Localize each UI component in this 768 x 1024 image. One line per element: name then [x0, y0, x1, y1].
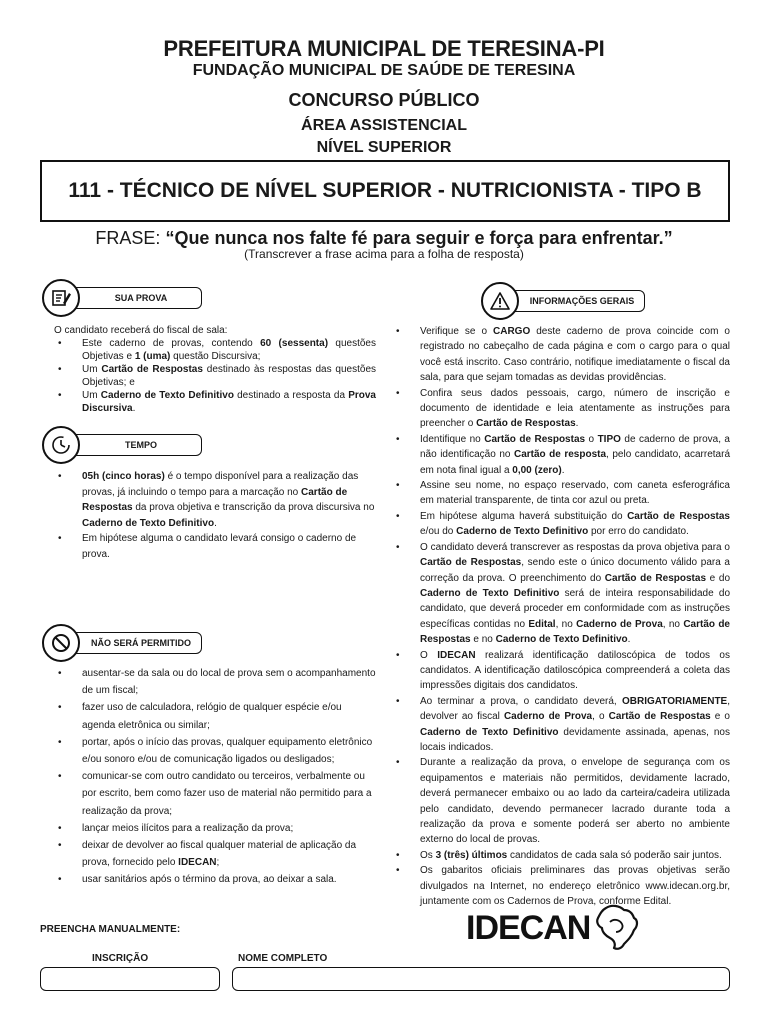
warning-icon: [481, 282, 519, 320]
list-item: [56, 768, 376, 820]
text: destinado às respostas das questões Objetivas; e: [82, 364, 376, 388]
section-label-nao-permitido: NÃO SERÁ PERMITIDO: [66, 632, 202, 654]
text: Identifique no: [420, 433, 485, 445]
text: deixar de devolver ao fiscal qualquer material de aplicação da prova, fornecido pelo: [82, 840, 357, 869]
text: Os gabaritos oficiais preliminares das provas objetivas serão divulgados na Internet, no endereço eletrônico www.idecan.org.br, juntamente com os Cadernos de Prova, conforme Edital.: [420, 865, 730, 908]
text: e/ou do: [420, 526, 457, 538]
exam-title: 111 - TÉCNICO DE NÍVEL SUPERIOR - NUTRICIONISTA - TIPO B: [68, 179, 702, 202]
bold-text: Cartão de Respostas: [82, 486, 348, 513]
text: Verifique se o: [420, 326, 493, 337]
frase-quote: “Que nunca nos falte fé para seguir e força para enfrentar.”: [165, 228, 673, 248]
text: Assine seu nome, no espaço reservado, com caneta esferográfica em material transparente, de tinta cor azul ou preta.: [420, 480, 730, 507]
text: fazer uso de calculadora, relógio de qualquer espécie e/ou agenda eletrônica ou similar;: [82, 702, 342, 731]
pencil-note-icon: [42, 279, 80, 317]
bold-text: Cartão de Respostas: [604, 572, 707, 584]
header-nivel: NÍVEL SUPERIOR: [316, 139, 452, 156]
list-item: [56, 837, 376, 871]
sua-prova-intro: O candidato receberá do fiscal de sala:: [54, 325, 228, 336]
text: da prova objetiva e transcrição da prova discursiva no: [132, 502, 375, 513]
bold-text: Cartão de Respostas: [420, 557, 522, 569]
frase: [0, 228, 768, 249]
brazil-map-icon: [592, 902, 640, 954]
text: , sendo este o único documento válido para a correção da prova. O preenchimento do: [420, 557, 730, 584]
list-item: [56, 469, 376, 531]
section-tag-tempo: [42, 430, 202, 460]
sua-prova-list: [56, 337, 376, 415]
text: .: [132, 403, 136, 414]
bold-text: Caderno de Prova: [503, 711, 593, 723]
text: Um: [82, 390, 101, 401]
list-item: [394, 540, 730, 648]
nome-completo-label: NOME COMPLETO: [238, 953, 328, 964]
text: comunicar-se com outro candidato ou terceiros, verbalmente ou por escrito, bem como fazer uso de material não permitido para a realização da prova;: [82, 771, 372, 817]
text: realizará identificação datiloscópica de todos os candidatos. A identificação datiloscópica compreenderá a coleta das impressões digitais dos candidatos.: [420, 649, 730, 692]
text: , pelo candidato, acarretará em nota final igual a: [420, 449, 731, 476]
frase-note: (Transcrever a frase acima para a folha de resposta): [244, 247, 524, 261]
nao-permitido-list: [56, 665, 376, 889]
list-item: [56, 871, 376, 888]
section-label-informacoes: INFORMAÇÕES GERAIS: [505, 290, 645, 312]
bold-text: Cartão de resposta: [513, 449, 607, 461]
bold-text: Cartão de Respostas: [101, 364, 203, 375]
bold-text: Cartão de Respostas: [627, 510, 730, 522]
bold-text: Cartão de Respostas: [608, 711, 711, 723]
text: .: [575, 418, 579, 430]
fill-manually-label: PREENCHA MANUALMENTE:: [40, 924, 181, 935]
bold-text: 0,00 (zero): [512, 464, 562, 476]
informacoes-list: [394, 324, 730, 909]
text: .: [214, 517, 217, 529]
text: e do: [706, 572, 731, 584]
list-item: [56, 363, 376, 389]
section-tag-sua-prova: [42, 283, 202, 313]
text: questões Objetivas e: [82, 338, 376, 362]
text: Ao terminar a prova, o candidato deverá,: [420, 695, 623, 707]
section-tempo: [56, 469, 376, 562]
section-informacoes: [394, 324, 730, 909]
list-item: [394, 648, 730, 694]
list-item: [394, 755, 730, 847]
list-item: [56, 820, 376, 837]
text: e no: [470, 634, 496, 646]
header-concurso: CONCURSO PÚBLICO: [288, 90, 480, 110]
list-item: [56, 734, 376, 768]
text: Confira seus dados pessoais, cargo, número de inscrição e documento de identidade e leia atentamente as instruções para preencher o: [420, 387, 730, 430]
list-item: [394, 324, 730, 386]
bold-text: OBRIGATORIAMENTE: [622, 695, 728, 707]
bold-text: Caderno de Texto Definitivo: [420, 726, 559, 738]
text: ausentar-se da sala ou do local de prova sem o acompanhamento de um fiscal;: [82, 668, 376, 697]
text: , no: [662, 618, 684, 630]
clock-icon: [42, 426, 80, 464]
text: candidatos de cada sala só poderão sair juntos.: [507, 849, 722, 861]
bold-text: 3 (três) últimos: [435, 849, 508, 861]
header-area: ÁREA ASSISTENCIAL: [301, 117, 467, 134]
list-item: [56, 337, 376, 363]
text: Este caderno de provas, contendo: [82, 338, 261, 349]
section-label-sua-prova: SUA PROVA: [66, 287, 202, 309]
bold-text: CARGO: [493, 326, 531, 337]
bold-text: IDECAN: [178, 857, 217, 869]
list-item: [394, 848, 730, 863]
bold-text: Caderno de Texto Definitivo: [495, 634, 628, 646]
text: Os: [420, 849, 436, 861]
header-prefeitura: PREFEITURA MUNICIPAL DE TERESINA-PI: [163, 36, 605, 61]
list-item: [394, 432, 730, 478]
text: ;: [216, 857, 220, 869]
list-item: [56, 531, 376, 562]
bold-text: Caderno de Texto Definitivo: [82, 517, 215, 529]
prohibited-icon: [42, 624, 80, 662]
list-item: [394, 694, 730, 756]
list-item: [394, 478, 730, 509]
bold-text: Edital: [528, 618, 556, 630]
text: lançar meios ilícitos para a realização da prova;: [82, 822, 294, 834]
frase-label: FRASE:: [95, 228, 161, 248]
text: é o tempo disponível para a realização das provas, já incluindo o tempo para a marcação no: [82, 471, 359, 498]
section-sua-prova: [56, 324, 376, 415]
text: .: [561, 464, 565, 476]
bold-text: 05h (cinco horas): [82, 471, 165, 482]
text: devidamente assinada, apenas, nos locais indicados.: [420, 726, 730, 753]
bold-text: 1 (uma): [134, 351, 171, 362]
header-fundacao: FUNDAÇÃO MUNICIPAL DE SAÚDE DE TERESINA: [192, 62, 576, 79]
logo-text: IDECAN: [466, 908, 591, 947]
text: questão Discursiva;: [170, 351, 261, 362]
bold-text: Caderno de Prova: [576, 618, 663, 630]
exam-title-box: [40, 160, 730, 222]
text: , no: [555, 618, 577, 630]
text: Em hipótese alguma haverá substituição do: [420, 510, 628, 522]
list-item: [56, 665, 376, 699]
section-nao-permitido: [56, 665, 376, 889]
text: por erro do candidato.: [588, 526, 689, 538]
section-tag-nao-permitido: [42, 628, 202, 658]
bold-text: Prova Discursiva: [82, 390, 376, 414]
tempo-list: [56, 469, 376, 562]
section-tag-informacoes: [481, 286, 645, 316]
text: será de inteira responsabilidade do candidato, que deverá proceder em conformidade com as instruções específicas contidas no: [420, 587, 730, 630]
text: deste caderno de prova coincide com o registrado no cabeçalho de cada página e com o cargo para o qual você está inscrito. Caso contrário, notifique imediatamente o fiscal da sala, para que sejam tomadas as devidas providências.: [420, 326, 730, 384]
text: portar, após o início das provas, qualquer equipamento eletrônico e/ou sonoro e/ou de comunicação ligados ou desligados;: [82, 736, 373, 766]
text: , devolver ao fiscal: [420, 695, 730, 723]
text: O: [420, 649, 438, 661]
list-item: [394, 509, 730, 540]
text: de caderno de prova, a não identificação no: [420, 433, 730, 461]
bold-text: TIPO: [597, 433, 621, 445]
text: Durante a realização da prova, o envelope de segurança com os equipamentos e materiais não permitidos, devidamente lacrado, deverá permanecer embaixo ou ao lado da carteira/cadeira utilizada pelo candidato, devendo permanecer lacrado durante toda a realização da prova e somente poderá ser aberto no ambiente externo do local de provas.: [420, 757, 730, 846]
idecan-logo: [466, 902, 662, 954]
bold-text: Cartão de Respostas: [420, 618, 730, 646]
bold-text: Caderno de Texto Definitivo: [456, 526, 589, 538]
list-item: [394, 386, 730, 432]
bold-text: Caderno de Texto Definitivo: [420, 587, 560, 599]
bold-text: Cartão de Respostas: [476, 418, 576, 430]
bold-text: Cartão de Respostas: [484, 433, 586, 445]
inscricao-label: INSCRIÇÃO: [92, 953, 149, 964]
text: e o: [710, 711, 730, 723]
bold-text: Caderno de Texto Definitivo: [100, 390, 234, 401]
text: o: [585, 433, 598, 445]
inscricao-field[interactable]: [40, 967, 220, 991]
section-label-tempo: TEMPO: [66, 434, 202, 456]
text: O candidato deverá transcrever as respostas da prova objetiva para o: [420, 541, 730, 553]
text: Em hipótese alguma o candidato levará consigo o caderno de prova.: [82, 533, 357, 560]
nome-completo-field[interactable]: [232, 967, 730, 991]
list-item: [56, 699, 376, 733]
text: destinado a resposta da: [233, 390, 349, 401]
bold-text: IDECAN: [437, 649, 476, 661]
text: .: [627, 634, 631, 646]
text: Um: [82, 364, 102, 375]
text: , o: [592, 711, 609, 723]
list-item: [56, 389, 376, 415]
text: usar sanitários após o término da prova, ao deixar a sala.: [82, 874, 337, 886]
bold-text: 60 (sessenta): [260, 338, 329, 349]
